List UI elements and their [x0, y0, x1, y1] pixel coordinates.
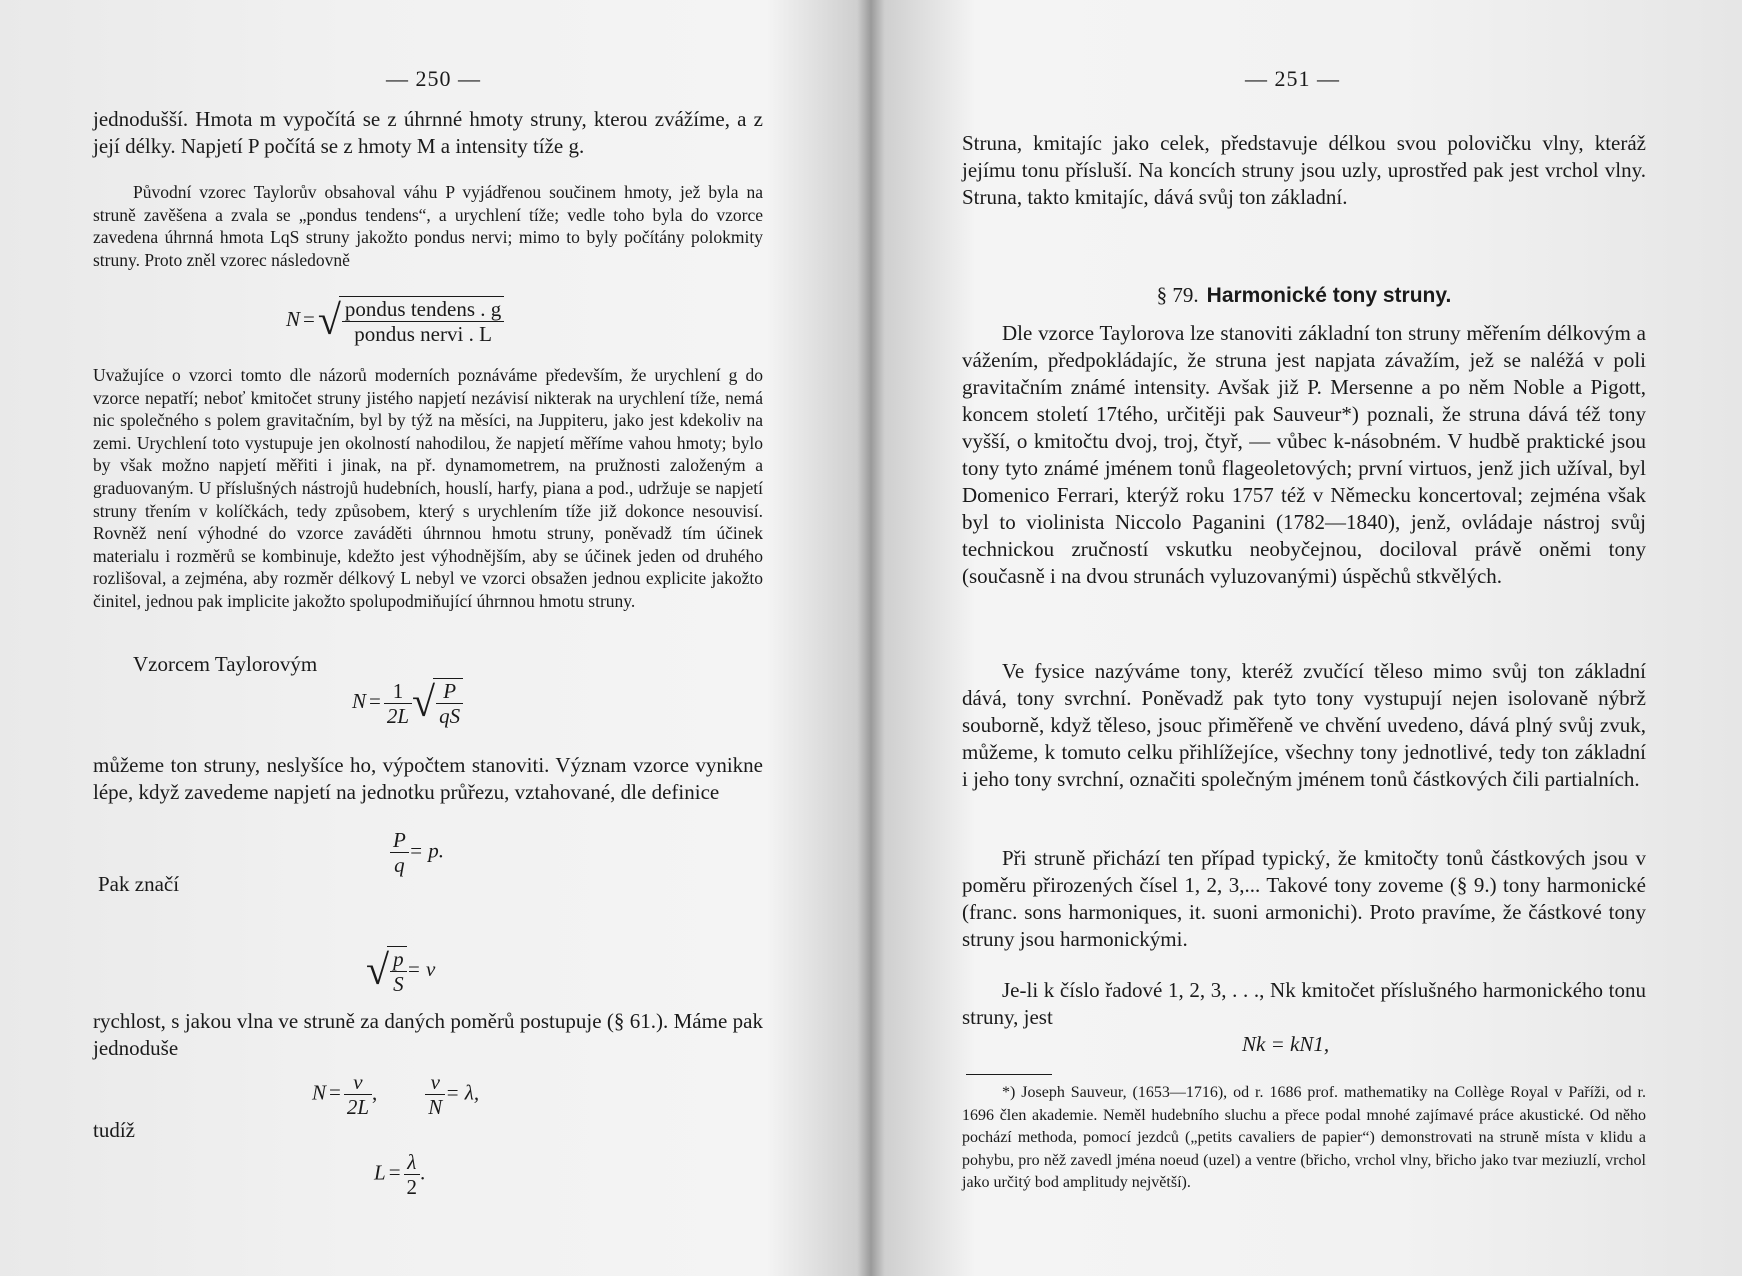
- footnote-rule: [966, 1074, 1052, 1075]
- formula-taylor: [352, 678, 463, 728]
- right-para-3: [962, 658, 1646, 793]
- right-para-5-text: Je-li k číslo řadové 1, 2, 3, . . ., Nk kmitočet příslušného harmonického tonu struny, jest: [962, 978, 1646, 1029]
- sqrt-sign: √: [366, 948, 390, 994]
- formula5-frac2: [425, 1070, 445, 1119]
- left-para-2-text: Původní vzorec Taylorův obsahoval váhu P vyjádřenou součinem hmoty, jež byla na struně zavěšena a zvala se „pondus tendens“, a urychlení tíže; vedle toho byla do vzorce zavedena úhrnná hmota LqS struny jakožto pondus nervi; mimo to byly počítány polokmity struny. Proto zněl vzorec následovně: [93, 182, 763, 270]
- label-tudiz: tudíž: [93, 1118, 135, 1142]
- formula4-num: p: [390, 947, 407, 972]
- footnote-text: *) Joseph Sauveur, (1653—1716), od r. 1686 prof. mathematiky na Collège Royal v Paříži, od r. 1696 člen akademie. Neměl hudebního sluchu a přece podal mnohé zajímavé práce akustické. Od něho pochází methoda, pomocí jezdců („petits cavaliers de papier“) demonstrovati na struně místa v klidu a pohybu, pro něž zavedl jména noeud (uzel) a ventre (břicho, vrchol vlny, břicho jako tvar meziuzlí, vrchol jako určitý bod amplitudy největší).: [962, 1084, 1646, 1191]
- formula4-fraction: [387, 946, 407, 996]
- left-para-5-text: můžeme ton struny, neslyšíce ho, výpočtem stanoviti. Význam vzorce vynikne lépe, když zavedeme napjetí na jednotku průřezu, vztahované, dle definice: [93, 753, 763, 804]
- right-page: [882, 0, 1742, 1276]
- left-para-4-text: Vzorcem Taylorovým: [133, 652, 318, 676]
- formula2-fraction: [384, 679, 412, 728]
- label-pak-znaci: Pak značí: [98, 872, 180, 896]
- right-para-4-text: Při struně přichází ten případ typický, že kmitočty tonů částkových jsou v poměru přirozených čísel 1, 2, 3,... Takové tony zoveme (§ 9.) tony harmonické (franc. sons harmoniques, it. suoni armonichi). Proto pravíme, že částkové tony struny jsou harmonickými.: [962, 846, 1646, 951]
- formula5-rhs: = λ,: [445, 1080, 480, 1105]
- right-para-2: [962, 320, 1646, 590]
- left-para-1: [93, 106, 763, 160]
- formula2-P: P: [436, 679, 463, 704]
- formula6-end: .: [420, 1160, 426, 1185]
- formula3-fraction: [390, 828, 409, 877]
- formula-taylor-original: [286, 296, 504, 346]
- formula1-eq: =: [303, 306, 315, 331]
- left-para-6: [93, 1008, 763, 1062]
- formula2-one: 1: [384, 679, 412, 704]
- sqrt-sign: √: [412, 680, 436, 726]
- formula-frequency-wavelength: [312, 1070, 479, 1119]
- formula-velocity: [366, 946, 435, 996]
- sqrt-sign: √: [317, 298, 341, 344]
- formula2-twoL: 2L: [386, 703, 410, 728]
- formula1-lhs: N: [286, 306, 301, 331]
- section-number: § 79.: [1156, 283, 1199, 307]
- section-heading: [962, 282, 1646, 309]
- right-para-4: [962, 845, 1646, 953]
- formula-tension-definition: [390, 828, 444, 877]
- right-para-2-text: Dle vzorce Taylorova lze stanoviti základní ton struny měřením délkovým a vážením, předpokládajíc, že struna jest napjata závažím, jež se naléžá v poli gravitačním známé intensity. Avšak již P. Mersenne a po něm Noble a Pigott, koncem století 17tého, určitěji pak Sauveur*) poznali, že struna dává též tony vyšší, o kmitočtu dvoj, troj, čtyř, — vůbec k-násobném. V hudbě praktické jsou tony tyto známé jménem tonů flageoletových; první virtuos, jenž jich užíval, byl Domenico Ferrari, kterýž roku 1757 též v Německu koncertoval; zejména však byl to violinista Niccolo Paganini (1782—1840), jenž, ovládaje nástroj svůj technickou zručností vskutku neobyčejnou, dociloval právě oněmi tony (současně i na dvou strunách vyluzovanými) úspěchů stkvělých.: [962, 321, 1646, 588]
- formula6-lhs: L: [374, 1160, 386, 1185]
- left-para-4: [93, 651, 763, 678]
- left-para-2: [93, 181, 763, 271]
- left-para-3: [93, 364, 763, 613]
- formula-harmonic: Nk = kN1,: [1242, 1032, 1330, 1056]
- formula2-qS: qS: [439, 704, 461, 728]
- right-para-1: [962, 130, 1646, 211]
- formula1-numerator: pondus tendens . g: [342, 297, 504, 322]
- formula3-den: q: [394, 853, 405, 877]
- right-para-3-text: Ve fysice nazýváme tony, kteréž zvučící těleso mimo svůj ton základní dává, tony svrchní. Poněvadž pak tyto tony vystupují nejen isolovaně nýbrž souborně, když těleso, jsouc přiměřeně ve chvění uvedeno, dává plný svůj zvuk, můžeme, k tomuto celku přihlížejíce, všechny tony jednotlivé, tedy ton základní i jeho tony svrchní, označiti společným jménem tonů částkových čili partialních.: [962, 659, 1646, 791]
- formula5-v2: v: [425, 1070, 445, 1095]
- formula2-root: [433, 678, 463, 728]
- section-title: Harmonické tony struny.: [1206, 284, 1452, 307]
- formula5-sep: ,: [372, 1080, 378, 1105]
- right-para-1-text: Struna, kmitajíc jako celek, představuje délkou svou polovičku vlny, kteráž jejímu tonu přísluší. Na koncích struny jsou uzly, uprostřed pak jest vrchol vlny. Struna, takto kmitajíc, dává svůj ton základní.: [962, 131, 1646, 209]
- page-number-left: — 250 —: [386, 66, 481, 91]
- formula5-d1: 2L: [346, 1095, 370, 1119]
- left-page: [0, 0, 860, 1276]
- formula6-den: 2: [406, 1175, 418, 1199]
- formula6-num: λ: [404, 1150, 421, 1175]
- formula2-eq: =: [369, 688, 381, 713]
- formula3-rhs: = p.: [408, 838, 444, 863]
- formula6-eq: =: [388, 1160, 401, 1185]
- page-number-right: — 251 —: [1245, 66, 1340, 91]
- left-para-6-text: rychlost, s jakou vlna ve struně za daných poměrů postupuje (§ 61.). Máme pak jednoduše: [93, 1009, 763, 1060]
- right-para-5: [962, 977, 1646, 1031]
- formula1-fraction: [339, 296, 504, 346]
- left-para-3-text: Uvažujíce o vzorci tomto dle názorů moderních poznáváme především, že urychlení g do vzorce nepatří; neboť kmitočet struny jistého napjetí nezávisí nikterak na urychlení tíže, nemá nic společného s polem gravitačním, byl by týž na měsíci, na Juppiteru, jako jest kdekoliv na zemi. Urychlení toto vystupuje jen okolností nahodilou, že napjetí měříme vahou hmoty; bylo by však možno napjetí měřiti i jinak, na př. dynamometrem, na pružnosti založeným a graduovaným. U příslušných nástrojů hudebních, houslí, harfy, piana a pod., udržuje se napjetí struny třením v kolíčkách, tedy způsobem, který s urychlením tíže již dokonce nesouvisí. Rovněž není výhodné do vzorce zaváděti úhrnnou hmotu struny, poněvadž tím účinek materialu i rozměrů se kombinuje, kdežto jest výhodnějším, aby se účinek jeden od druhého rozlišoval, a zejména, aby rozměr délkový L nebyl ve vzorci obsažen jednou explicite jakožto činitel, jednou pak implicite jakožto spolupodmiňující úhrnnou hmotu struny.: [93, 365, 763, 611]
- left-para-5: [93, 752, 763, 806]
- formula4-den: S: [393, 972, 404, 996]
- left-para-1-text: jednodušší. Hmota m vypočítá se z úhrnné hmoty struny, kterou zvážíme, a z její délky. Napjetí P počítá se z hmoty M a intensity tíže g.: [93, 107, 763, 158]
- formula5-d2: N: [428, 1095, 443, 1119]
- formula4-rhs: = v: [406, 956, 436, 981]
- formula3-num: P: [390, 828, 409, 853]
- formula1-denominator: pondus nervi . L: [354, 322, 492, 346]
- formula-length: [374, 1150, 425, 1199]
- formula6-fraction: [404, 1150, 421, 1199]
- formula5-lhs: N: [312, 1080, 327, 1105]
- formula5-frac1: [344, 1070, 372, 1119]
- formula5-eq: =: [329, 1080, 341, 1105]
- formula5-v1: v: [344, 1070, 372, 1095]
- footnote: [962, 1082, 1646, 1195]
- formula2-lhs: N: [352, 688, 367, 713]
